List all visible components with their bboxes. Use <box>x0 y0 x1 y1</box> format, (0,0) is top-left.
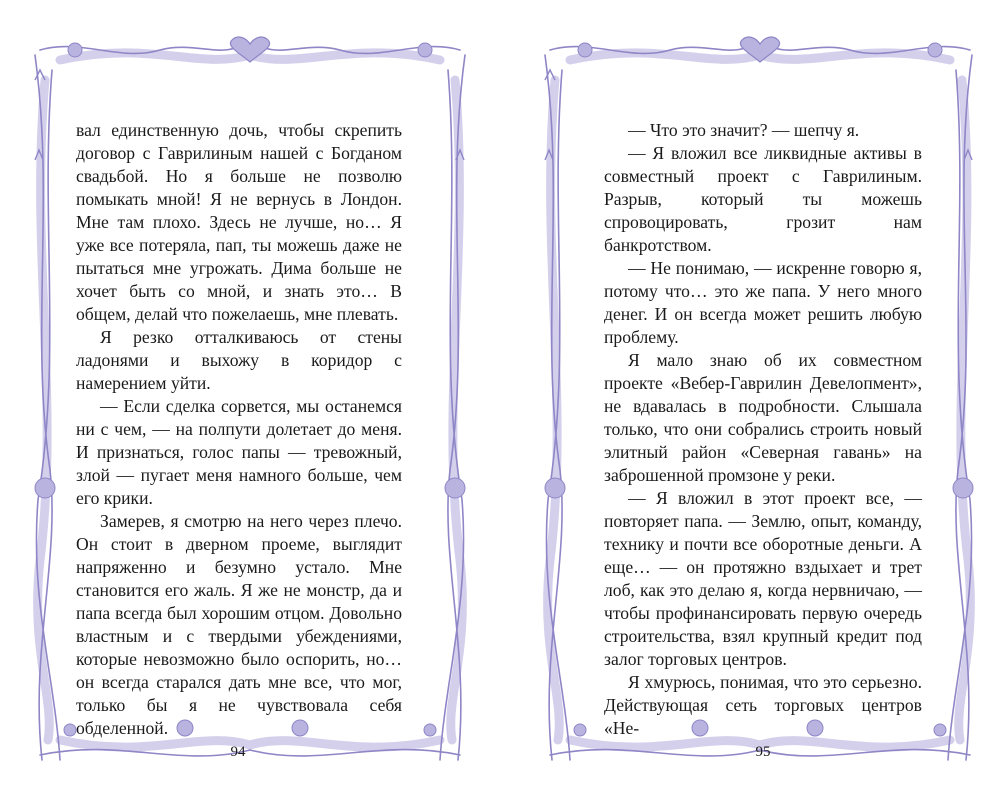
page-number: 94 <box>230 744 246 760</box>
left-page-text <box>76 119 402 740</box>
paragraph: — Если сделка сорвется, мы останемся ни с чем, — на полпути долетает до меня. И признаться, голос папы — тревожный, злой — пугает меня намного больше, чем его крики. <box>76 396 402 508</box>
paragraph: Замерев, я смотрю на него через плечо. Он стоит в дверном проеме, выглядит напряженно и безумно устало. Мне становится его жаль. Я же не монстр, да и папа всегда был хорошим отцом. Довольно властным и с твердыми убеждениями, которые невозможно было оспорить, но… он всегда старался дать мне все, что мог, только бы я не чувствовала себя обделенной. <box>76 511 402 738</box>
paragraph: — Не понимаю, — искренне говорю я, потому что… это же папа. У него много денег. И он всегда может решить любую проблему. <box>604 258 922 347</box>
paragraph: Я резко отталкиваюсь от стены ладонями и выхожу в коридор с намерением уйти. <box>76 327 402 393</box>
page-number: 95 <box>755 744 771 760</box>
paragraph: — Я вложил все ликвидные активы в совместный проект с Гаврилиным. Разрыв, который ты можешь спровоцировать, грозит нам банкротством. <box>604 143 922 255</box>
paragraph: — Что это значит? — шепчу я. <box>628 120 860 140</box>
right-page <box>500 0 1000 800</box>
paragraph: Я хмурюсь, понимая, что это серьезно. Действующая сеть торговых центров «Не- <box>604 672 922 738</box>
right-page-text <box>604 119 922 740</box>
paragraph: — Я вложил в этот проект все, — повторяет папа. — Землю, опыт, команду, технику и почти все оборотные деньги. А еще… — он протяжно вздыхает и трет лоб, как это делаю я, когда нервничаю, — чтобы профинансировать первую очередь строительства, взял крупный кредит под залог торговых центров. <box>604 488 922 669</box>
paragraph: вал единственную дочь, чтобы скрепить договор с Гаврилиным нашей с Богданом свадьбой. Но я больше не позволю помыкать мной! Я не вернусь в Лондон. Мне там плохо. Здесь не лучше, но… Я уже все потеряла, пап, ты можешь даже не пытаться мне угрожать. Дима больше не хочет быть со мной, и знать это… В общем, делай что пожелаешь, мне плевать. <box>76 120 402 324</box>
paragraph: Я мало знаю об их совместном проекте «Вебер-Гаврилин Девелопмент», не вдавалась в подробности. Слышала только, что они собрались строить новый элитный район «Северная гавань» на заброшенной промзоне у реки. <box>604 350 922 485</box>
